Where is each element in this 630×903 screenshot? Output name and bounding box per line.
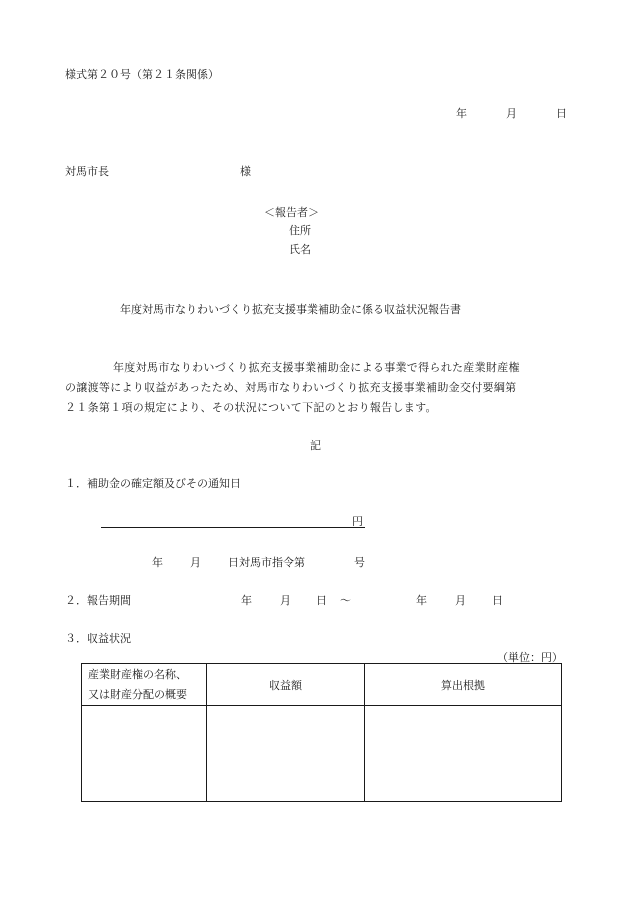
body-line-3: ２１条第１項の規定により、その状況について下記のとおり報告します。 xyxy=(65,401,437,414)
date-month-label: 月 xyxy=(506,107,517,120)
notice-day-prefix: 日対馬市指令第 xyxy=(228,556,305,569)
notice-month-label: 月 xyxy=(190,556,201,569)
document-title: 年度対馬市なりわいづくり拡充支援事業補助金に係る収益状況報告書 xyxy=(120,303,461,316)
section3-heading: ３．収益状況 xyxy=(65,632,131,645)
period-from-month: 月 xyxy=(280,594,291,607)
income-table-header xyxy=(82,664,562,706)
cell-property-name[interactable] xyxy=(82,706,207,802)
period-to-year: 年 xyxy=(416,594,427,607)
reporter-heading: ＜報告者＞ xyxy=(264,206,319,219)
amount-underline xyxy=(101,527,365,528)
section2-heading: ２．報告期間 xyxy=(65,594,131,607)
header-property-name-line2: 又は財産分配の概要 xyxy=(88,687,187,701)
cell-income-amount[interactable] xyxy=(207,706,365,802)
yen-label: 円 xyxy=(352,515,363,528)
unit-label: （単位：円） xyxy=(497,651,563,664)
addressee-honorific: 様 xyxy=(240,165,251,178)
notice-year-label: 年 xyxy=(152,556,163,569)
period-from-year: 年 xyxy=(241,594,252,607)
reporter-name-label: 氏名 xyxy=(289,243,311,256)
ki-heading: 記 xyxy=(310,439,321,452)
period-to-month: 月 xyxy=(455,594,466,607)
header-income-amount: 収益額 xyxy=(207,664,365,706)
cell-calculation-basis[interactable] xyxy=(365,706,562,802)
form-number: 様式第２０号（第２１条関係） xyxy=(65,68,219,81)
income-table xyxy=(81,663,562,802)
header-property-name xyxy=(82,664,207,706)
header-calculation-basis: 算出根拠 xyxy=(365,664,562,706)
period-from-day: 日 xyxy=(316,594,327,607)
section1-heading: １．補助金の確定額及びその通知日 xyxy=(65,477,241,490)
header-property-name-line1: 産業財産権の名称、 xyxy=(88,667,187,681)
date-year-label: 年 xyxy=(456,107,467,120)
body-line-2: の譲渡等により収益があったため、対馬市なりわいづくり拡充支援事業補助金交付要綱第 xyxy=(65,381,517,394)
table-row xyxy=(82,706,562,802)
body-line-1: 年度対馬市なりわいづくり拡充支援事業補助金による事業で得られた産業財産権 xyxy=(113,361,520,374)
period-tilde: ～ xyxy=(340,594,351,607)
period-to-day: 日 xyxy=(492,594,503,607)
date-day-label: 日 xyxy=(556,107,567,120)
reporter-address-label: 住所 xyxy=(289,224,311,237)
notice-number-suffix: 号 xyxy=(354,556,365,569)
addressee-name: 対馬市長 xyxy=(65,165,109,178)
